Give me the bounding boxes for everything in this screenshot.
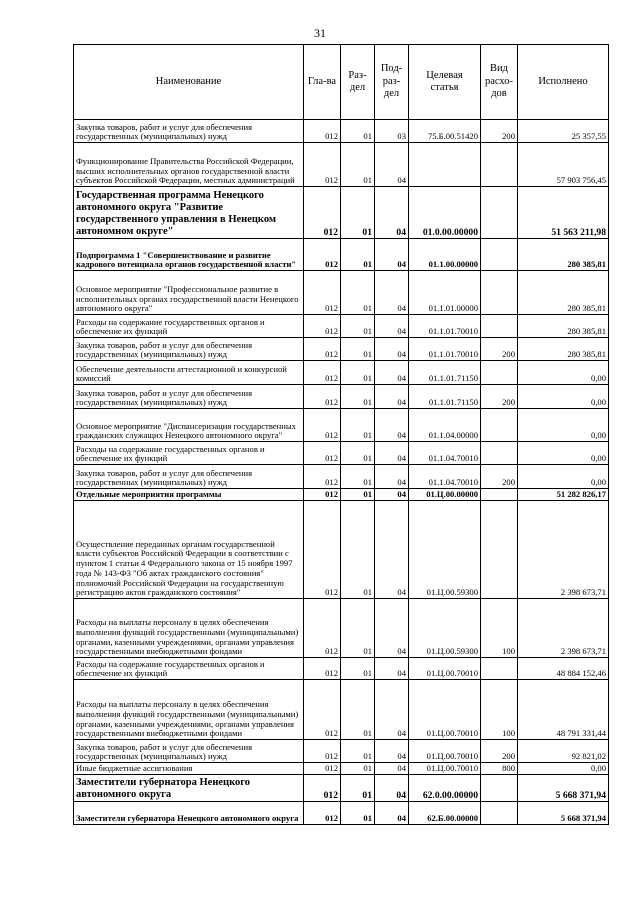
cell-podrazdel: 04 [375, 740, 409, 763]
cell-razdel: 01 [341, 315, 375, 338]
cell-glava: 012 [304, 740, 341, 763]
cell-vid [481, 501, 518, 599]
cell-amount: 280 385,81 [518, 271, 609, 315]
cell-glava: 012 [304, 501, 341, 599]
cell-name: Отдельные мероприятия программы [74, 489, 304, 501]
cell-name: Закупка товаров, работ и услуг для обеспечения государственных (муниципальных) нужд [74, 385, 304, 409]
cell-podrazdel: 04 [375, 763, 409, 775]
table-row [74, 385, 609, 409]
cell-vid: 100 [481, 599, 518, 658]
cell-vid [481, 442, 518, 465]
cell-statya: 01.Ц.00.70010 [409, 740, 481, 763]
cell-glava: 012 [304, 361, 341, 385]
cell-amount: 2 398 673,71 [518, 501, 609, 599]
cell-statya: 01.1.01.71150 [409, 385, 481, 409]
cell-vid [481, 361, 518, 385]
cell-amount: 51 282 826,17 [518, 489, 609, 501]
cell-vid [481, 239, 518, 271]
cell-name: Расходы на содержание государственных органов и обеспечение их функций [74, 315, 304, 338]
cell-statya: 01.1.00.00000 [409, 239, 481, 271]
cell-statya: 01.Ц.00.70010 [409, 658, 481, 680]
cell-podrazdel: 04 [375, 775, 409, 802]
cell-podrazdel: 04 [375, 442, 409, 465]
table-row [74, 740, 609, 763]
cell-vid: 200 [481, 385, 518, 409]
cell-razdel: 01 [341, 442, 375, 465]
table-row [74, 315, 609, 338]
cell-amount: 48 791 331,44 [518, 680, 609, 740]
table-row [74, 763, 609, 775]
cell-amount: 51 563 211,98 [518, 187, 609, 239]
cell-vid: 100 [481, 680, 518, 740]
cell-razdel: 01 [341, 120, 375, 143]
cell-vid: 200 [481, 465, 518, 489]
cell-vid [481, 315, 518, 338]
table-row [74, 338, 609, 361]
cell-glava: 012 [304, 409, 341, 442]
cell-razdel: 01 [341, 763, 375, 775]
cell-glava: 012 [304, 658, 341, 680]
cell-vid [481, 143, 518, 187]
cell-name: Иные бюджетные ассигнования [74, 763, 304, 775]
cell-name: Основное мероприятие "Профессиональное развитие в исполнительных органах государственной власти Ненецкого автономного округа" [74, 271, 304, 315]
cell-vid [481, 271, 518, 315]
column-header-podrazdel: Под-раз-дел [375, 45, 409, 120]
cell-razdel: 01 [341, 599, 375, 658]
table-row [74, 680, 609, 740]
table-row [74, 599, 609, 658]
cell-razdel: 01 [341, 680, 375, 740]
cell-name: Расходы на выплаты персоналу в целях обеспечения выполнения функций государственными (муниципальными) органами, казенными учреждениями, органами управления государственными внебюджетными фондами [74, 680, 304, 740]
table-header-row [74, 45, 609, 120]
cell-podrazdel: 04 [375, 465, 409, 489]
cell-razdel: 01 [341, 775, 375, 802]
column-header-statya: Целевая статья [409, 45, 481, 120]
cell-podrazdel: 04 [375, 802, 409, 825]
cell-glava: 012 [304, 143, 341, 187]
column-header-razdel: Раз-дел [341, 45, 375, 120]
cell-razdel: 01 [341, 802, 375, 825]
cell-glava: 012 [304, 489, 341, 501]
cell-vid [481, 658, 518, 680]
page-number: 31 [314, 26, 326, 40]
cell-podrazdel: 04 [375, 143, 409, 187]
cell-name: Заместители губернатора Ненецкого автономного округа [74, 802, 304, 825]
cell-podrazdel: 04 [375, 315, 409, 338]
cell-vid [481, 775, 518, 802]
cell-amount: 48 884 152,46 [518, 658, 609, 680]
cell-statya: 01.0.00.00000 [409, 187, 481, 239]
cell-statya: 01.1.01.71150 [409, 361, 481, 385]
cell-podrazdel: 04 [375, 658, 409, 680]
cell-razdel: 01 [341, 409, 375, 442]
cell-amount: 57 903 756,45 [518, 143, 609, 187]
cell-name: Основное мероприятие "Диспансеризация государственных гражданских служащих Ненецкого автономного округа" [74, 409, 304, 442]
cell-podrazdel: 04 [375, 501, 409, 599]
cell-razdel: 01 [341, 465, 375, 489]
cell-amount: 92 821,02 [518, 740, 609, 763]
cell-razdel: 01 [341, 385, 375, 409]
cell-razdel: 01 [341, 338, 375, 361]
cell-glava: 012 [304, 120, 341, 143]
cell-razdel: 01 [341, 501, 375, 599]
cell-statya: 01.1.04.70010 [409, 442, 481, 465]
cell-glava: 012 [304, 802, 341, 825]
cell-amount: 0,00 [518, 409, 609, 442]
cell-amount: 0,00 [518, 763, 609, 775]
table-row [74, 658, 609, 680]
cell-podrazdel: 04 [375, 385, 409, 409]
cell-vid: 800 [481, 763, 518, 775]
cell-glava: 012 [304, 775, 341, 802]
cell-statya: 01.1.04.70010 [409, 465, 481, 489]
table-row [74, 143, 609, 187]
cell-glava: 012 [304, 385, 341, 409]
cell-razdel: 01 [341, 271, 375, 315]
cell-statya: 01.Ц.00.59300 [409, 501, 481, 599]
column-header-vid: Вид расхо-дов [481, 45, 518, 120]
cell-glava: 012 [304, 187, 341, 239]
cell-vid [481, 409, 518, 442]
cell-glava: 012 [304, 599, 341, 658]
cell-name: Заместители губернатора Ненецкого автономного округа [74, 775, 304, 802]
cell-name: Подпрограмма 1 "Совершенствование и развитие кадрового потенциала органов государственной власти" [74, 239, 304, 271]
cell-vid [481, 802, 518, 825]
table-row [74, 501, 609, 599]
cell-statya: 01.1.01.70010 [409, 315, 481, 338]
cell-glava: 012 [304, 338, 341, 361]
cell-glava: 012 [304, 271, 341, 315]
cell-razdel: 01 [341, 361, 375, 385]
cell-amount: 0,00 [518, 361, 609, 385]
table-row [74, 465, 609, 489]
cell-statya: 01.1.04.00000 [409, 409, 481, 442]
cell-razdel: 01 [341, 489, 375, 501]
cell-razdel: 01 [341, 740, 375, 763]
cell-amount: 25 357,55 [518, 120, 609, 143]
column-header-amount: Исполнено [518, 45, 609, 120]
cell-glava: 012 [304, 680, 341, 740]
cell-razdel: 01 [341, 187, 375, 239]
cell-statya: 01.Ц.00.70010 [409, 763, 481, 775]
cell-vid: 200 [481, 740, 518, 763]
cell-statya: 62.Б.00.00000 [409, 802, 481, 825]
cell-podrazdel: 04 [375, 680, 409, 740]
cell-glava: 012 [304, 442, 341, 465]
cell-statya: 01.Ц.00.00000 [409, 489, 481, 501]
cell-vid [481, 187, 518, 239]
cell-podrazdel: 04 [375, 489, 409, 501]
cell-razdel: 01 [341, 239, 375, 271]
cell-razdel: 01 [341, 658, 375, 680]
cell-podrazdel: 04 [375, 271, 409, 315]
table-row [74, 361, 609, 385]
cell-statya: 01.Ц.00.59300 [409, 599, 481, 658]
cell-statya: 01.1.01.00000 [409, 271, 481, 315]
cell-name: Расходы на выплаты персоналу в целях обеспечения выполнения функций государственными (муниципальными) органами, казенными учреждениями, органами управления государственными внебюджетными фондами [74, 599, 304, 658]
cell-podrazdel: 04 [375, 409, 409, 442]
column-header-name: Наименование [74, 45, 304, 120]
cell-vid [481, 489, 518, 501]
cell-podrazdel: 03 [375, 120, 409, 143]
cell-statya: 01.1.01.70010 [409, 338, 481, 361]
column-header-glava: Гла-ва [304, 45, 341, 120]
cell-name: Государственная программа Ненецкого автономного округа "Развитие государственного управления в Ненецком автономном округе" [74, 187, 304, 239]
cell-amount: 5 668 371,94 [518, 802, 609, 825]
cell-amount: 0,00 [518, 442, 609, 465]
cell-podrazdel: 04 [375, 187, 409, 239]
cell-amount: 2 398 673,71 [518, 599, 609, 658]
cell-podrazdel: 04 [375, 599, 409, 658]
cell-amount: 280 385,81 [518, 315, 609, 338]
cell-amount: 5 668 371,94 [518, 775, 609, 802]
table-row [74, 442, 609, 465]
cell-razdel: 01 [341, 143, 375, 187]
cell-glava: 012 [304, 763, 341, 775]
cell-name: Функционирование Правительства Российской Федерации, высших исполнительных органов государственной власти субъектов Российской Федерации, местных администраций [74, 143, 304, 187]
cell-name: Закупка товаров, работ и услуг для обеспечения государственных (муниципальных) нужд [74, 120, 304, 143]
cell-statya: 75.Б.00.51420 [409, 120, 481, 143]
cell-vid: 200 [481, 120, 518, 143]
cell-podrazdel: 04 [375, 361, 409, 385]
cell-name: Закупка товаров, работ и услуг для обеспечения государственных (муниципальных) нужд [74, 740, 304, 763]
cell-glava: 012 [304, 315, 341, 338]
table-row [74, 239, 609, 271]
table-body [74, 120, 609, 825]
table-row [74, 271, 609, 315]
table-row [74, 187, 609, 239]
cell-name: Осуществление переданных органам государственной власти субъектов Российской Федерации в соответствии с пунктом 1 статьи 4 Федерального закона от 15 ноября 1997 года № 143-ФЗ "Об актах гражданского состояния" полномочий Российской Федерации на государственную регистрацию актов гражданского состояния" [74, 501, 304, 599]
cell-name: Расходы на содержание государственных органов и обеспечение их функций [74, 442, 304, 465]
cell-glava: 012 [304, 465, 341, 489]
budget-execution-table [73, 44, 609, 825]
cell-glava: 012 [304, 239, 341, 271]
cell-name: Обеспечение деятельности аттестационной и конкурсной комиссий [74, 361, 304, 385]
cell-vid: 200 [481, 338, 518, 361]
cell-amount: 0,00 [518, 465, 609, 489]
cell-statya: 01.Ц.00.70010 [409, 680, 481, 740]
table-row [74, 120, 609, 143]
table-row [74, 775, 609, 802]
cell-statya: 62.0.00.00000 [409, 775, 481, 802]
cell-podrazdel: 04 [375, 239, 409, 271]
cell-podrazdel: 04 [375, 338, 409, 361]
cell-name: Закупка товаров, работ и услуг для обеспечения государственных (муниципальных) нужд [74, 338, 304, 361]
cell-amount: 280 385,81 [518, 338, 609, 361]
cell-name: Закупка товаров, работ и услуг для обеспечения государственных (муниципальных) нужд [74, 465, 304, 489]
cell-name: Расходы на содержание государственных органов и обеспечение их функций [74, 658, 304, 680]
table-row [74, 409, 609, 442]
cell-statya [409, 143, 481, 187]
table-row [74, 489, 609, 501]
cell-amount: 0,00 [518, 385, 609, 409]
table-row [74, 802, 609, 825]
cell-amount: 280 385,81 [518, 239, 609, 271]
